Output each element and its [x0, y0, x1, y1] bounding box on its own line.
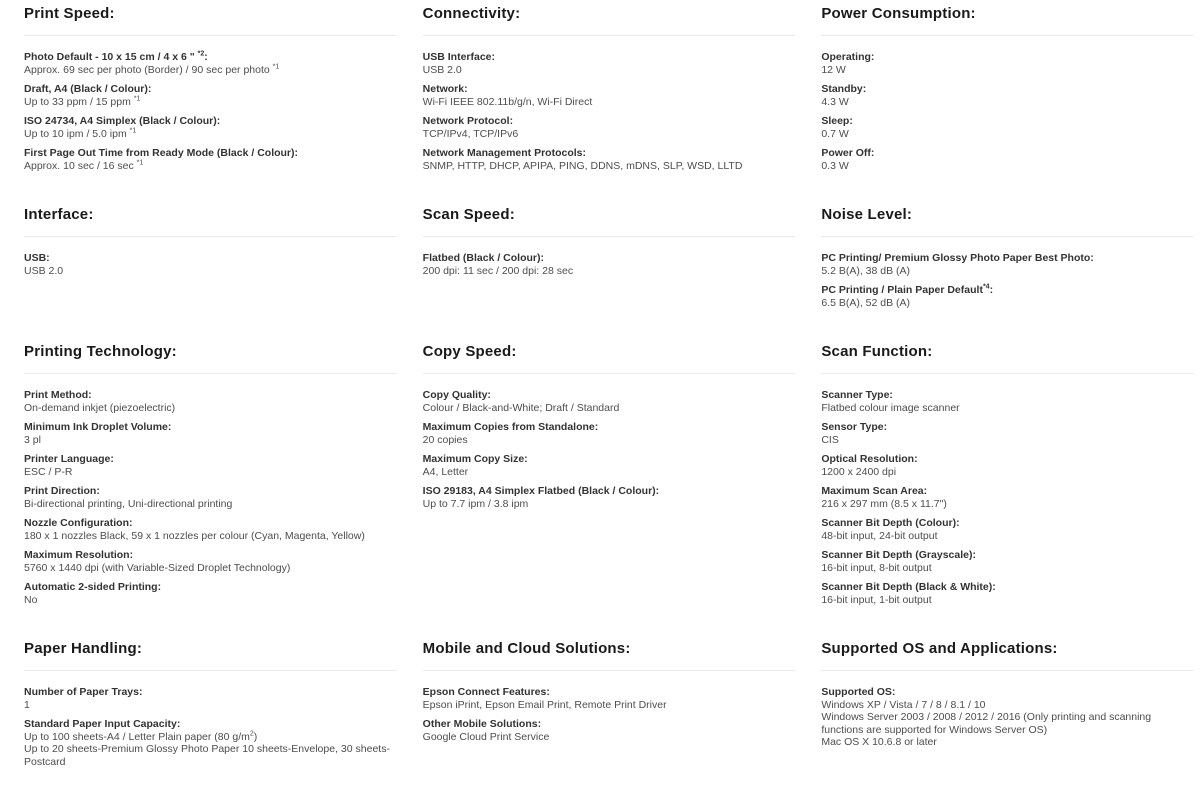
spec-item — [821, 485, 1194, 510]
spec-value-line: Google Cloud Print Service — [422, 730, 550, 743]
section-title: Interface: — [24, 205, 397, 237]
spec-item — [24, 115, 397, 140]
spec-value-line: Flatbed colour image scanner — [821, 401, 960, 414]
spec-section — [24, 205, 397, 284]
spec-value-line: USB 2.0 — [422, 63, 462, 76]
spec-item — [423, 147, 796, 172]
spec-label: Network: — [422, 83, 468, 95]
spec-item — [24, 517, 397, 542]
spec-value-line: 16-bit input, 1-bit output — [821, 593, 932, 606]
spec-value-line: USB 2.0 — [24, 264, 64, 277]
section-title: Print Speed: — [24, 4, 397, 36]
spec-list — [821, 51, 1194, 172]
section-title: Copy Speed: — [423, 342, 796, 374]
spec-list — [821, 252, 1194, 309]
section-title: Paper Handling: — [24, 639, 397, 671]
spec-value-line: 216 x 297 mm (8.5 x 11.7") — [821, 497, 947, 510]
section-title: Scan Function: — [821, 342, 1194, 374]
spec-value — [423, 96, 796, 109]
spec-value-line: Epson iPrint, Epson Email Print, Remote Print Driver — [422, 698, 667, 711]
spec-item — [423, 453, 796, 478]
spec-value-line: A4, Letter — [422, 465, 469, 478]
spec-value-line: 3 pl — [24, 433, 41, 446]
spec-item — [821, 517, 1194, 542]
spec-item — [821, 453, 1194, 478]
spec-value-line: CIS — [821, 433, 839, 446]
spec-value — [24, 160, 397, 173]
spec-label: Draft, A4 (Black / Colour): — [24, 83, 152, 95]
spec-value-line: 200 dpi: 11 sec / 200 dpi: 28 sec — [422, 264, 574, 277]
spec-item — [821, 421, 1194, 446]
spec-section — [821, 342, 1194, 613]
spec-item — [423, 51, 796, 76]
spec-list — [423, 252, 796, 277]
spec-value-line: 180 x 1 nozzles Black, 59 x 1 nozzles per colour (Cyan, Magenta, Yellow) — [24, 529, 365, 542]
spec-label: Sleep: — [821, 115, 853, 127]
spec-item — [423, 718, 796, 743]
spec-label: Epson Connect Features: — [422, 686, 550, 698]
section-title: Noise Level: — [821, 205, 1194, 237]
spec-value-line: 4.3 W — [821, 95, 849, 108]
spec-value-line: 48-bit input, 24-bit output — [821, 529, 938, 542]
spec-item — [24, 252, 397, 277]
spec-item — [821, 581, 1194, 606]
spec-list — [24, 252, 397, 277]
spec-label: Number of Paper Trays: — [24, 686, 143, 698]
spec-label: Printer Language: — [24, 453, 114, 465]
spec-label: Photo Default - 10 x 15 cm / 4 x 6 " $^{*2}$: — [24, 50, 208, 63]
spec-value — [24, 434, 397, 447]
spec-item — [821, 389, 1194, 414]
spec-label: Operating: — [821, 51, 875, 63]
spec-value-line: No — [24, 593, 38, 606]
spec-value — [24, 594, 397, 607]
spec-item — [24, 421, 397, 446]
spec-section — [821, 4, 1194, 179]
spec-section — [821, 639, 1194, 756]
spec-label: Network Management Protocols: — [422, 147, 587, 159]
spec-value — [423, 128, 796, 141]
spec-value — [24, 498, 397, 511]
spec-value — [423, 434, 796, 447]
spec-value — [821, 434, 1194, 447]
spec-list — [423, 389, 796, 510]
spec-item — [821, 252, 1194, 277]
spec-value — [423, 731, 796, 744]
spec-label: PC Printing / Plain Paper Default$^{*4}$: — [821, 283, 994, 296]
spec-section — [24, 639, 397, 775]
spec-item — [821, 686, 1194, 749]
spec-list — [423, 686, 796, 743]
spec-value-line: Mac OS X 10.6.8 or later — [821, 736, 937, 748]
spec-value-line: Approx. 69 sec per photo (Border) / 90 sec per photo $^{*1}$ — [24, 63, 280, 76]
spec-label: Supported OS: — [821, 686, 896, 698]
spec-item — [24, 581, 397, 606]
spec-value — [423, 265, 796, 278]
spec-value — [24, 562, 397, 575]
spec-value-line: 5.2 B(A), 38 dB (A) — [821, 264, 911, 277]
spec-label: Standard Paper Input Capacity: — [24, 718, 181, 730]
spec-value — [423, 402, 796, 415]
spec-value — [821, 297, 1194, 310]
spec-label: Maximum Copy Size: — [422, 453, 528, 465]
spec-section — [423, 4, 796, 179]
spec-label: Print Method: — [24, 389, 92, 401]
spec-value-line: 6.5 B(A), 52 dB (A) — [821, 296, 911, 309]
spec-value-line: SNMP, HTTP, DHCP, APIPA, PING, DDNS, mDNS, SLP, WSD, LLTD — [422, 159, 743, 172]
spec-list — [24, 686, 397, 768]
spec-value — [24, 530, 397, 543]
section-title: Supported OS and Applications: — [821, 639, 1194, 671]
spec-item — [24, 389, 397, 414]
spec-value-line: 1 — [24, 698, 30, 711]
spec-list — [423, 51, 796, 172]
section-title: Printing Technology: — [24, 342, 397, 374]
spec-value-line: Colour / Black-and-White; Draft / Standard — [422, 401, 620, 414]
spec-value-line: Up to 33 ppm / 15 ppm $^{*1}$ — [24, 95, 141, 108]
spec-value — [821, 128, 1194, 141]
section-title: Power Consumption: — [821, 4, 1194, 36]
spec-value-line: Up to 7.7 ipm / 3.8 ipm — [422, 497, 529, 510]
spec-value — [821, 466, 1194, 479]
spec-value — [821, 96, 1194, 109]
spec-item — [24, 51, 397, 76]
spec-label: PC Printing/ Premium Glossy Photo Paper Best Photo: — [821, 252, 1094, 264]
spec-value-line: 0.7 W — [821, 127, 849, 140]
spec-value-line: 0.3 W — [821, 159, 849, 172]
spec-label: Other Mobile Solutions: — [422, 718, 542, 730]
spec-value — [24, 128, 397, 141]
spec-section — [24, 342, 397, 613]
spec-item — [423, 252, 796, 277]
spec-label: Automatic 2-sided Printing: — [24, 581, 162, 593]
spec-label: Flatbed (Black / Colour): — [422, 252, 544, 264]
spec-section — [423, 342, 796, 517]
spec-value — [821, 530, 1194, 543]
spec-value-line: 12 W — [821, 63, 846, 76]
spec-value-line: 5760 x 1440 dpi (with Variable-Sized Droplet Technology) — [24, 561, 291, 574]
spec-list — [821, 686, 1194, 749]
spec-label: Maximum Copies from Standalone: — [422, 421, 599, 433]
spec-item — [821, 115, 1194, 140]
spec-label: Copy Quality: — [422, 389, 491, 401]
spec-value-line: Approx. 10 sec / 16 sec $^{*1}$ — [24, 159, 144, 172]
spec-item — [24, 485, 397, 510]
spec-value — [821, 402, 1194, 415]
spec-item — [423, 115, 796, 140]
spec-value-line: On-demand inkjet (piezoelectric) — [24, 401, 176, 414]
spec-value — [24, 265, 397, 278]
spec-value-line: 1200 x 2400 dpi — [821, 465, 897, 478]
spec-value — [821, 64, 1194, 77]
spec-value — [821, 699, 1194, 749]
spec-label: Scanner Bit Depth (Black & White): — [821, 581, 996, 593]
spec-value-line: Windows Server 2003 / 2008 / 2012 / 2016 (Only printing and scanning functions are supported for Windows Server OS) — [821, 711, 1152, 736]
spec-value-line: Bi-directional printing, Uni-directional printing — [24, 497, 233, 510]
spec-value — [821, 562, 1194, 575]
spec-label: ISO 29183, A4 Simplex Flatbed (Black / Colour): — [422, 485, 660, 497]
spec-value — [24, 64, 397, 77]
spec-item — [24, 147, 397, 172]
spec-label: Power Off: — [821, 147, 875, 159]
spec-label: Standby: — [821, 83, 867, 95]
spec-value — [821, 498, 1194, 511]
spec-label: USB Interface: — [422, 51, 496, 63]
spec-item — [821, 83, 1194, 108]
spec-label: Minimum Ink Droplet Volume: — [24, 421, 172, 433]
spec-value-line: ESC / P-R — [24, 465, 73, 478]
section-title: Connectivity: — [423, 4, 796, 36]
spec-list — [24, 389, 397, 606]
spec-item — [423, 421, 796, 446]
spec-value-line: Up to 20 sheets-Premium Glossy Photo Paper 10 sheets-Envelope, 30 sheets-Postcard — [24, 743, 390, 768]
spec-section — [423, 205, 796, 284]
spec-label: Nozzle Configuration: — [24, 517, 133, 529]
spec-label: Scanner Bit Depth (Colour): — [821, 517, 960, 529]
spec-label: First Page Out Time from Ready Mode (Black / Colour): — [24, 147, 299, 159]
spec-section — [821, 205, 1194, 316]
spec-item — [423, 686, 796, 711]
spec-label: Scanner Type: — [821, 389, 893, 401]
spec-item — [24, 549, 397, 574]
spec-value — [821, 265, 1194, 278]
spec-value — [423, 498, 796, 511]
spec-value — [821, 594, 1194, 607]
spec-item — [821, 549, 1194, 574]
spec-item — [423, 389, 796, 414]
spec-section — [423, 639, 796, 750]
section-title: Scan Speed: — [423, 205, 796, 237]
spec-value — [423, 64, 796, 77]
spec-section — [24, 4, 397, 179]
spec-value-line: Up to 100 sheets-A4 / Letter Plain paper (80 $g/m^2$) — [24, 730, 258, 743]
spec-item — [24, 686, 397, 711]
spec-value — [24, 731, 397, 769]
section-title: Mobile and Cloud Solutions: — [423, 639, 796, 671]
spec-value-line: Wi-Fi IEEE 802.11b/g/n, Wi-Fi Direct — [422, 95, 593, 108]
spec-value — [24, 699, 397, 712]
spec-value — [24, 96, 397, 109]
spec-value — [423, 466, 796, 479]
spec-value-line: 20 copies — [422, 433, 468, 446]
spec-label: Sensor Type: — [821, 421, 888, 433]
spec-value — [423, 699, 796, 712]
spec-item — [821, 51, 1194, 76]
spec-label: Network Protocol: — [422, 115, 514, 127]
spec-label: Maximum Resolution: — [24, 549, 134, 561]
spec-item — [423, 83, 796, 108]
spec-value-line: TCP/IPv4, TCP/IPv6 — [422, 127, 519, 140]
spec-item — [821, 147, 1194, 172]
spec-list — [24, 51, 397, 172]
spec-label: Maximum Scan Area: — [821, 485, 928, 497]
spec-list — [821, 389, 1194, 606]
spec-value — [24, 466, 397, 479]
spec-label: Optical Resolution: — [821, 453, 918, 465]
spec-item — [24, 718, 397, 768]
spec-label: ISO 24734, A4 Simplex (Black / Colour): — [24, 115, 221, 127]
spec-value-line: Up to 10 ipm / 5.0 ipm $^{*1}$ — [24, 127, 137, 140]
spec-item — [423, 485, 796, 510]
spec-value — [821, 160, 1194, 173]
spec-label: USB: — [24, 252, 50, 264]
spec-item — [24, 453, 397, 478]
spec-label: Print Direction: — [24, 485, 100, 497]
spec-label: Scanner Bit Depth (Grayscale): — [821, 549, 976, 561]
spec-item — [24, 83, 397, 108]
spec-value-line: Windows XP / Vista / 7 / 8 / 8.1 / 10 — [821, 698, 986, 711]
spec-value — [24, 402, 397, 415]
spec-value-line: 16-bit input, 8-bit output — [821, 561, 932, 574]
spec-item — [821, 284, 1194, 309]
spec-value — [423, 160, 796, 173]
